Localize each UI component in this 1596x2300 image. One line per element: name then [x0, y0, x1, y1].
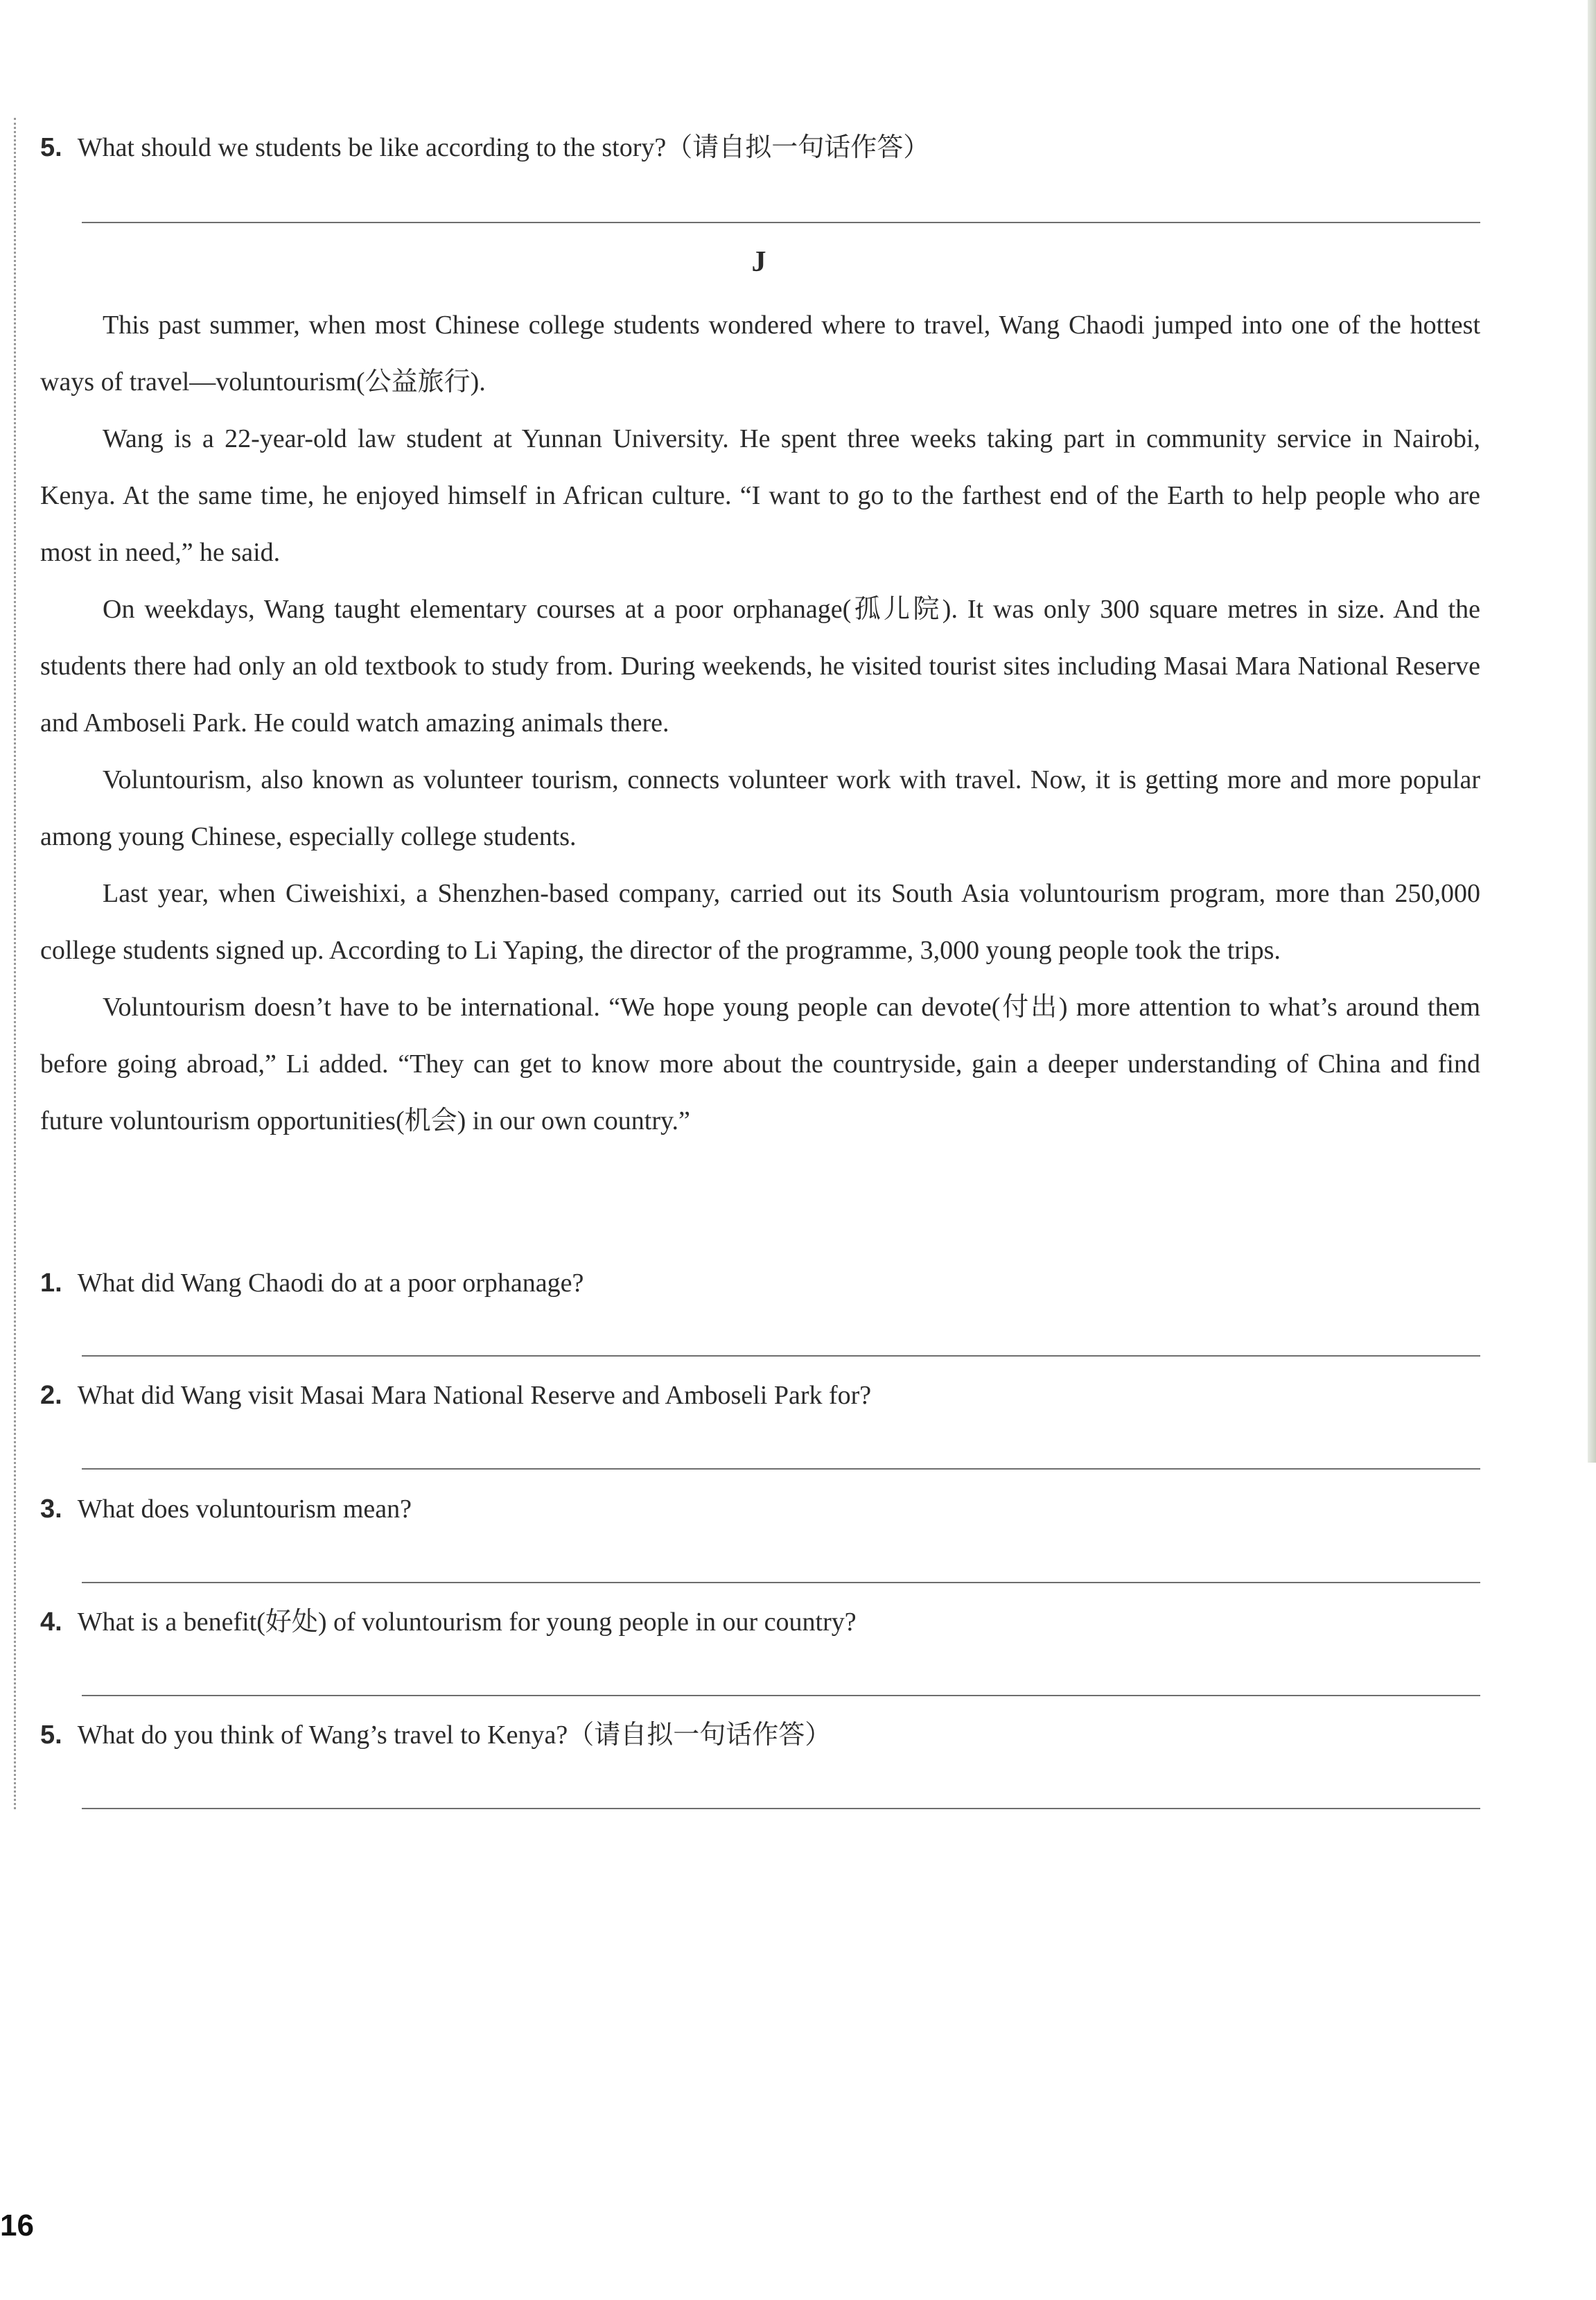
question-number: 1. [40, 1269, 62, 1298]
question-3 [40, 1492, 412, 1526]
reading-passage [40, 297, 1480, 1149]
question-text: What did Wang Chaodi do at a poor orphanage? [77, 1269, 584, 1298]
question-number: 5. [40, 133, 62, 162]
passage-paragraph: On weekdays, Wang taught elementary courses at a poor orphanage(孤儿院). It was only 300 square metres in size. And the students there had only an old textbook to study from. During weekends, he visited tourist sites including Masai Mara National Reserve and Amboseli Park. He could watch amazing animals there. [40, 595, 1480, 738]
passage-paragraph: Voluntourism, also known as volunteer tourism, connects volunteer work with travel. Now, it is getting more and more popular among young Chinese, especially college students. [40, 765, 1480, 851]
question-text: What does voluntourism mean? [77, 1495, 412, 1524]
question-text: What did Wang visit Masai Mara National Reserve and Amboseli Park for? [77, 1381, 872, 1410]
question-text: What should we students be like according to the story?（请自拟一句话作答） [77, 133, 930, 162]
answer-line-top[interactable] [82, 222, 1480, 223]
question-5 [40, 1718, 831, 1752]
top-question [40, 130, 929, 165]
answer-line-1[interactable] [82, 1355, 1480, 1357]
question-number: 4. [40, 1608, 62, 1637]
answer-line-4[interactable] [82, 1695, 1480, 1696]
question-text: What is a benefit(好处) of voluntourism for young people in our country? [77, 1608, 857, 1637]
binding-margin-rule [14, 118, 16, 1809]
answer-line-2[interactable] [82, 1468, 1480, 1470]
question-1 [40, 1266, 584, 1300]
passage-paragraph: Voluntourism doesn’t have to be international. “We hope young people can devote(付出) more attention to what’s around them before going abroad,” Li added. “They can get to know more about the countryside, gain a deeper understanding of China and find future voluntourism opportunities(机会) in our own country.” [40, 993, 1480, 1135]
page-edge-shadow [1588, 0, 1596, 1463]
answer-line-3[interactable] [82, 1582, 1480, 1583]
passage-paragraph: Wang is a 22-year-old law student at Yunnan University. He spent three weeks taking part in community service in Nairobi, Kenya. At the same time, he enjoyed himself in African culture. “I want to go to the farthest end of the Earth to help people who are most in need,” he said. [40, 424, 1480, 567]
page-number: 16 [0, 2208, 34, 2242]
question-4 [40, 1605, 857, 1639]
question-number: 2. [40, 1381, 62, 1410]
question-number: 3. [40, 1495, 62, 1524]
passage-paragraph: Last year, when Ciweishixi, a Shenzhen-based company, carried out its South Asia voluntourism program, more than 250,000 college students signed up. According to Li Yaping, the director of the programme, 3,000 young people took the trips. [40, 879, 1480, 965]
question-text: What do you think of Wang’s travel to Kenya?（请自拟一句话作答） [77, 1720, 832, 1750]
answer-line-5[interactable] [82, 1808, 1480, 1809]
section-letter: J [751, 246, 766, 278]
passage-paragraph: This past summer, when most Chinese college students wondered where to travel, Wang Chaodi jumped into one of the hottest ways of travel—voluntourism(公益旅行). [40, 311, 1480, 397]
question-2 [40, 1378, 871, 1413]
question-number: 5. [40, 1720, 62, 1750]
